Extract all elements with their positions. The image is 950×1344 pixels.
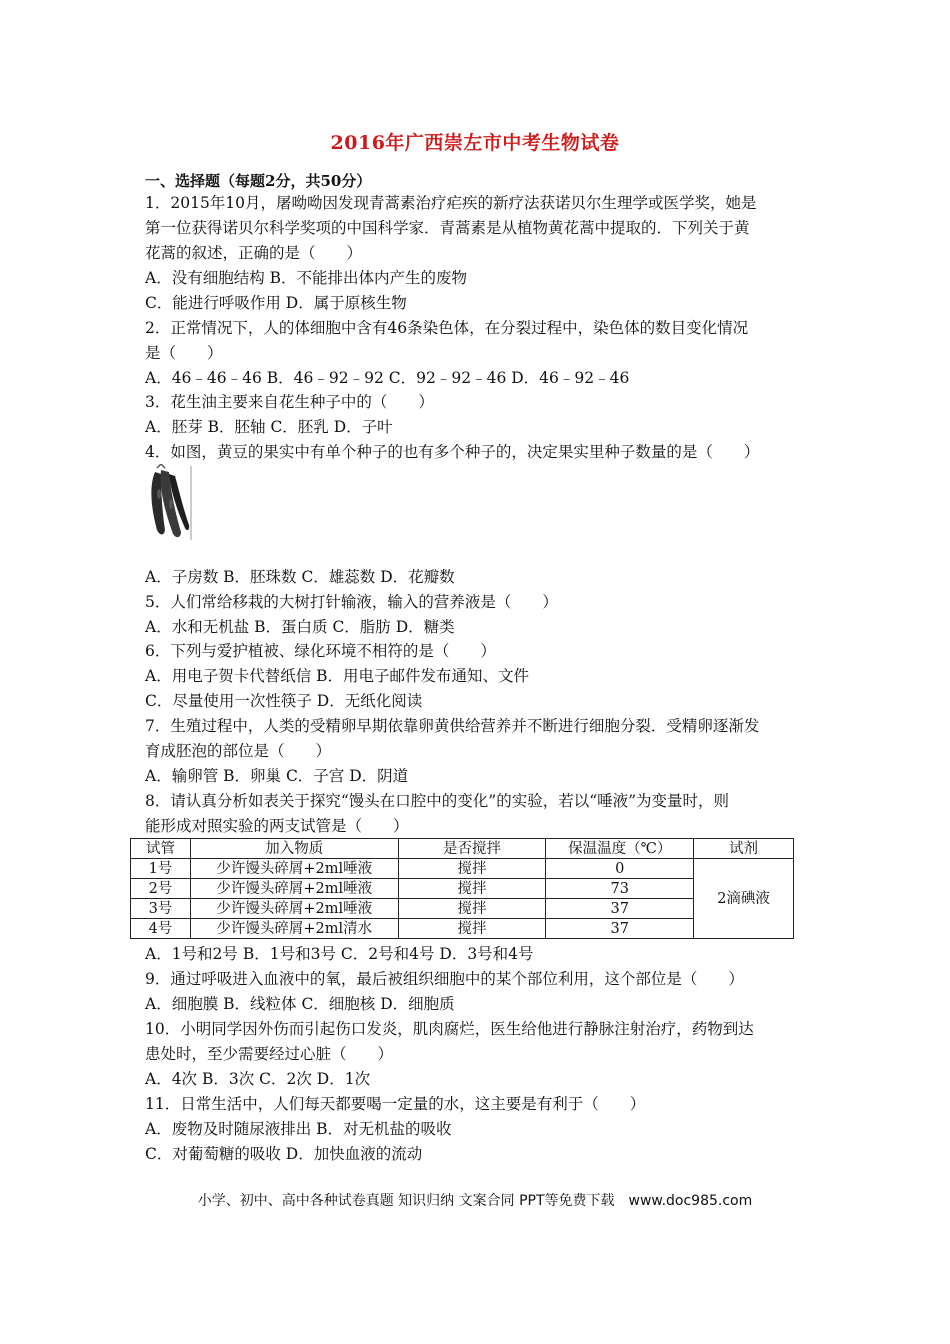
table-row <box>131 859 794 879</box>
question-line: 4．如图，黄豆的果实中有单个种子的也有多个种子的，决定果实里种子数量的是（ ） <box>145 443 760 461</box>
table-header: 是否搅拌 <box>398 839 546 859</box>
page-footer: 小学、初中、高中各种试卷真题 知识归纳 文案合同 PPT等免费下载 www.doc985.com <box>197 1193 753 1209</box>
answer-options: C．对葡萄糖的吸收 D．加快血液的流动 <box>145 1145 423 1163</box>
answer-options: A．4次 B．3次 C．2次 D．1次 <box>145 1070 371 1088</box>
question-line: 第一位获得诺贝尔科学奖项的中国科学家．青蒿素是从植物黄花蒿中提取的．下列关于黄 <box>145 219 750 237</box>
table-cell: 37 <box>546 899 694 919</box>
reagent-cell: 2滴碘液 <box>694 859 794 939</box>
question-line: 是（ ） <box>145 344 223 362</box>
question-line: 7．生殖过程中，人类的受精卵早期依靠卵黄供给营养并不断进行细胞分裂．受精卵逐渐发 <box>145 717 760 735</box>
section-heading: 一、选择题（每题2分，共50分） <box>145 172 372 190</box>
question-line: 育成胚泡的部位是（ ） <box>145 742 332 760</box>
answer-options: A．46﹣46﹣46 B．46﹣92﹣92 C．92﹣92﹣46 D．46﹣92﹣46 <box>145 369 630 387</box>
answer-options: C．尽量使用一次性筷子 D．无纸化阅读 <box>145 692 423 710</box>
page-title: 2016年广西崇左市中考生物试卷 <box>330 132 620 154</box>
answer-options: C．能进行呼吸作用 D．属于原核生物 <box>145 294 407 312</box>
table-cell: 4号 <box>131 919 191 939</box>
table-cell: 1号 <box>131 859 191 879</box>
table-header: 试管 <box>131 839 191 859</box>
question-line: 3．花生油主要来自花生种子中的（ ） <box>145 393 434 411</box>
answer-options: A．没有细胞结构 B．不能排出体内产生的废物 <box>145 269 468 287</box>
answer-options: A．废物及时随尿液排出 B．对无机盐的吸收 <box>145 1120 452 1138</box>
question-line: 6．下列与爱护植被、绿化环境不相符的是（ ） <box>145 642 496 660</box>
question-line: 患处时，至少需要经过心脏（ ） <box>145 1045 394 1063</box>
table-cell: 73 <box>546 879 694 899</box>
question-line: 能形成对照实验的两支试管是（ ） <box>145 817 409 835</box>
table-header: 加入物质 <box>190 839 398 859</box>
experiment-table <box>130 838 794 939</box>
question-line: 9．通过呼吸进入血液中的氧，最后被组织细胞中的某个部位利用，这个部位是（ ） <box>145 970 744 988</box>
answer-options: A．细胞膜 B．线粒体 C．细胞核 D．细胞质 <box>145 995 455 1013</box>
question-line: 11．日常生活中，人们每天都要喝一定量的水，这主要是有利于（ ） <box>145 1095 646 1113</box>
question-line: 5．人们常给移栽的大树打针输液，输入的营养液是（ ） <box>145 593 558 611</box>
table-header-row <box>131 839 794 859</box>
question-line: 2．正常情况下，人的体细胞中含有46条染色体，在分裂过程中，染色体的数目变化情况 <box>145 319 749 337</box>
question-line: 10．小明同学因外伤而引起伤口发炎，肌肉腐烂，医生给他进行静脉注射治疗，药物到达 <box>145 1020 754 1038</box>
answer-options: A．胚芽 B．胚轴 C．胚乳 D．子叶 <box>145 418 393 436</box>
table-cell: 2号 <box>131 879 191 899</box>
table-cell: 37 <box>546 919 694 939</box>
soybean-pod-image <box>147 464 193 542</box>
table-header: 保温温度（℃） <box>546 839 694 859</box>
table-cell: 搅拌 <box>398 879 546 899</box>
table-cell: 搅拌 <box>398 899 546 919</box>
table-cell: 0 <box>546 859 694 879</box>
table-cell: 少许馒头碎屑+2ml清水 <box>190 919 398 939</box>
answer-options: A．子房数 B．胚珠数 C．雄蕊数 D．花瓣数 <box>145 568 455 586</box>
table-cell: 搅拌 <box>398 919 546 939</box>
question-line: 1．2015年10月，屠呦呦因发现青蒿素治疗疟疾的新疗法获诺贝尔生理学或医学奖，她是 <box>145 194 757 212</box>
question-line: 花蒿的叙述，正确的是（ ） <box>145 244 363 262</box>
table-cell: 少许馒头碎屑+2ml唾液 <box>190 859 398 879</box>
answer-options: A．用电子贺卡代替纸信 B．用电子邮件发布通知、文件 <box>145 667 530 685</box>
table-cell: 少许馒头碎屑+2ml唾液 <box>190 899 398 919</box>
table-cell: 3号 <box>131 899 191 919</box>
table-header: 试剂 <box>694 839 794 859</box>
answer-options: A．水和无机盐 B．蛋白质 C．脂肪 D．糖类 <box>145 618 455 636</box>
answer-options: A．1号和2号 B．1号和3号 C．2号和4号 D．3号和4号 <box>145 945 534 963</box>
answer-options: A．输卵管 B．卵巢 C．子宫 D．阴道 <box>145 767 409 785</box>
question-line: 8．请认真分析如表关于探究“馒头在口腔中的变化”的实验，若以“唾液”为变量时，则 <box>145 792 730 810</box>
table-cell: 搅拌 <box>398 859 546 879</box>
table-cell: 少许馒头碎屑+2ml唾液 <box>190 879 398 899</box>
